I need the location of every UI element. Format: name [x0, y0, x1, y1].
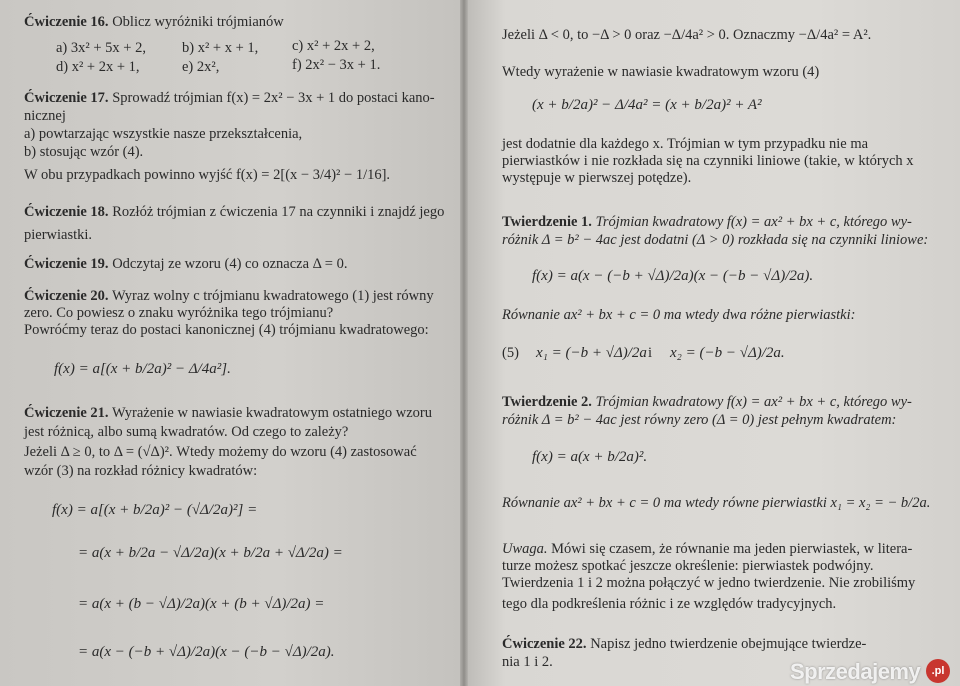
book-gutter	[460, 0, 468, 686]
exercise-text: Oblicz wyróżniki trójmianów	[112, 14, 284, 30]
exercise-text: Wyraz wolny c trójmianu kwadratowego (1) jest równy	[111, 288, 434, 304]
exercise-label: Ćwiczenie 18.	[24, 204, 109, 220]
exercise-21	[24, 405, 432, 422]
exercise-label: Ćwiczenie 22.	[502, 636, 587, 652]
text-line: a) powtarzając wszystkie nasze przekształcenia,	[24, 126, 303, 142]
text-line: różnik Δ = b² − 4ac jest dodatni (Δ > 0) rozkłada się na czynniki liniowe:	[502, 232, 929, 248]
formula-step: f(x) = a[(x + b/2a)² − (√Δ/2a)²] =	[52, 502, 258, 518]
exercise-text: Odczytaj ze wzoru (4) co oznacza Δ = 0.	[112, 256, 348, 272]
formula: f(x) = a(x + b/2a)².	[532, 449, 648, 465]
theorem-2	[502, 394, 912, 411]
watermark-badge: .pl	[926, 659, 950, 683]
ex16-item-c: c) x² + 2x + 2,	[292, 38, 375, 54]
formula: f(x) = a[(x + b/2a)² − Δ/4a²].	[54, 361, 231, 377]
text-line: wzór (3) na rozkład różnicy kwadratów:	[24, 463, 258, 479]
exercise-label: Ćwiczenie 16.	[24, 14, 109, 30]
exercise-19	[24, 256, 347, 273]
exercise-label: Ćwiczenie 17.	[24, 90, 109, 106]
text-line: W obu przypadkach powinno wyjść f(x) = 2[(x − 3/4)² − 1/16].	[24, 167, 391, 183]
exercise-text: Rozłóż trójmian z ćwiczenia 17 na czynniki i znajdź jego	[112, 204, 445, 220]
text-line: nicznej	[24, 108, 66, 124]
note	[502, 541, 912, 558]
exercise-text: Napisz jedno twierdzenie obejmujące twierdze-	[590, 636, 867, 652]
theorem-label: Twierdzenie 2.	[502, 394, 592, 410]
formula: f(x) = a(x − (−b + √Δ)/2a)(x − (−b − √Δ)/2a).	[532, 268, 814, 284]
exercise-label: Ćwiczenie 20.	[24, 288, 109, 304]
exercise-16	[24, 14, 284, 31]
text-line: Twierdzenia 1 i 2 można połączyć w jedno twierdzenie. Nie zrobiliśmy	[502, 575, 916, 591]
root-x1: x₁ = (−b + √Δ)/2a	[536, 345, 647, 361]
ex16-item-f: f) 2x² − 3x + 1.	[292, 57, 381, 73]
formula-step: = a(x + (b − √Δ)/2a)(x + (b + √Δ)/2a) =	[78, 596, 325, 612]
exercise-text: Wyrażenie w nawiasie kwadratowym ostatniego wzoru	[111, 405, 432, 421]
equation-number: (5)	[502, 345, 519, 361]
ex16-item-d: d) x² + 2x + 1,	[56, 59, 140, 75]
note-label: Uwaga.	[502, 541, 548, 557]
text-line: Jeżeli Δ ≥ 0, to Δ = (√Δ)². Wtedy możemy do wzoru (4) zastosować	[24, 444, 417, 460]
text-line: pierwiastków i nie rozkłada się na czynniki liniowe (takie, w których x	[502, 153, 914, 169]
text-line: różnik Δ = b² − 4ac jest równy zero (Δ = 0) jest pełnym kwadratem:	[502, 412, 897, 428]
conjunction: i	[648, 345, 653, 361]
theorem-text: Trójmian kwadratowy f(x) = ax² + bx + c, którego wy-	[595, 214, 912, 230]
text-line: pierwiastki.	[24, 227, 93, 243]
formula-step: = a(x − (−b + √Δ)/2a)(x − (−b − √Δ)/2a).	[78, 644, 335, 660]
exercise-20	[24, 288, 434, 305]
text-line: Równanie ax² + bx + c = 0 ma wtedy równe pierwiastki x₁ = x₂ = − b/2a.	[502, 495, 931, 511]
theorem-label: Twierdzenie 1.	[502, 214, 592, 230]
text-line: występuje w pierwszej potędze).	[502, 170, 692, 186]
ex16-item-a: a) 3x² + 5x + 2,	[56, 40, 146, 56]
text-line: b) stosując wzór (4).	[24, 144, 144, 160]
exercise-text: Sprowadź trójmian f(x) = 2x² − 3x + 1 do postaci kano-	[112, 90, 435, 106]
text-line: Powróćmy teraz do postaci kanonicznej (4) trójmianu kwadratowego:	[24, 322, 429, 338]
text-line: jest różnicą, albo sumą kwadratów. Od czego to zależy?	[24, 424, 349, 440]
note-text: Mówi się czasem, że równanie ma jeden pierwiastek, w litera-	[551, 541, 913, 557]
text-line: jest dodatnie dla każdego x. Trójmian w tym przypadku nie ma	[502, 136, 869, 152]
exercise-17	[24, 90, 435, 107]
text-line: tego dla podkreślenia różnic i ze względów tradycyjnych.	[502, 596, 837, 612]
theorem-1	[502, 214, 912, 231]
exercise-18	[24, 204, 444, 221]
text-line: Wtedy wyrażenie w nawiasie kwadratowym wzoru (4)	[502, 64, 820, 80]
watermark-logo: Sprzedajemy	[790, 659, 921, 684]
text-line: Równanie ax² + bx + c = 0 ma wtedy dwa różne pierwiastki:	[502, 307, 856, 323]
text-line: zero. Co powiesz o znaku wyróżnika tego trójmianu?	[24, 305, 334, 321]
ex16-item-b: b) x² + x + 1,	[182, 40, 259, 56]
root-x2: x₂ = (−b − √Δ)/2a.	[670, 345, 785, 361]
theorem-text: Trójmian kwadratowy f(x) = ax² + bx + c, którego wy-	[595, 394, 912, 410]
formula: (x + b/2a)² − Δ/4a² = (x + b/2a)² + A²	[532, 97, 762, 113]
exercise-label: Ćwiczenie 21.	[24, 405, 109, 421]
text-line: Jeżeli Δ < 0, to −Δ > 0 oraz −Δ/4a² > 0. Oznaczmy −Δ/4a² = A².	[502, 27, 872, 43]
ex16-item-e: e) 2x²,	[182, 59, 220, 75]
exercise-label: Ćwiczenie 19.	[24, 256, 109, 272]
text-line: nia 1 i 2.	[502, 654, 553, 670]
exercise-22	[502, 636, 866, 653]
formula-step: = a(x + b/2a − √Δ/2a)(x + b/2a + √Δ/2a) =	[78, 545, 343, 561]
text-line: turze możesz spotkać jeszcze określenie: pierwiastek podwójny.	[502, 558, 874, 574]
